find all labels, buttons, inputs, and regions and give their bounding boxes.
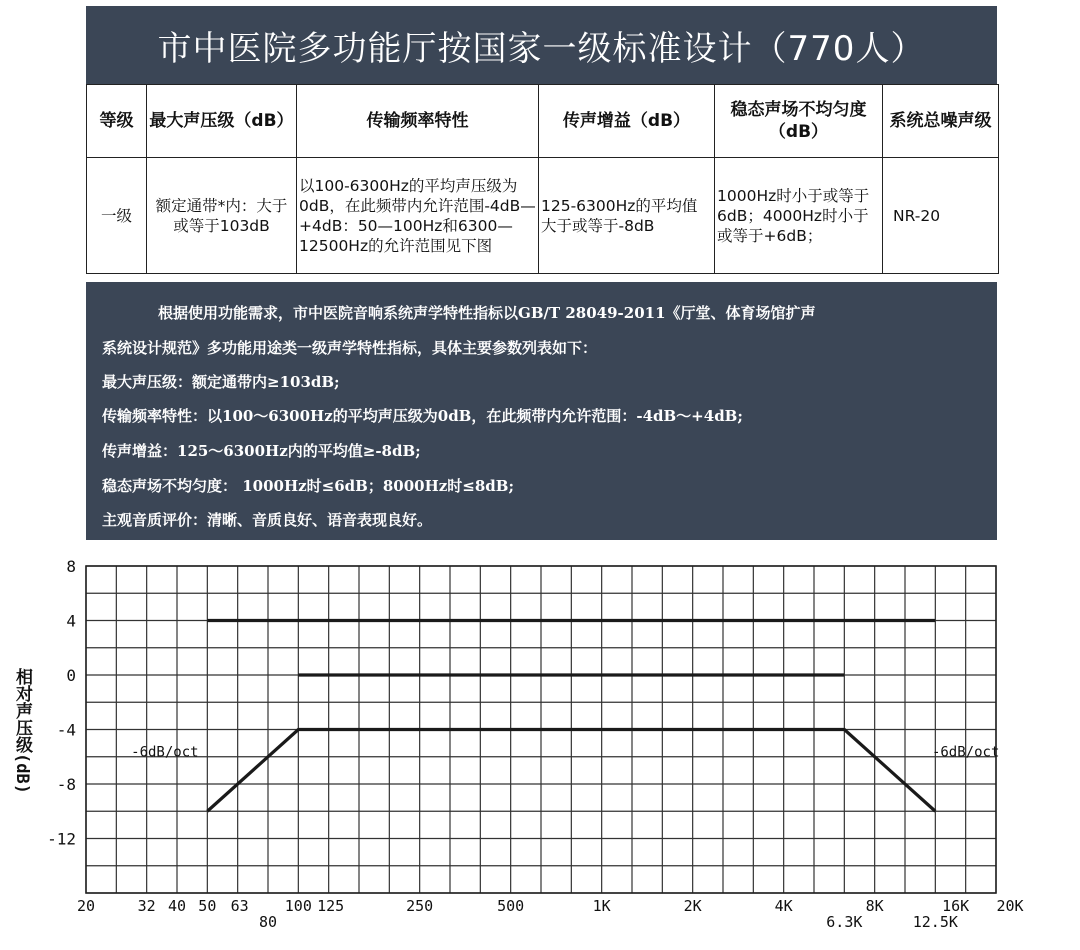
info-item-freq-response: 传输频率特性：以100～6300Hz的平均声压级为0dB，在此频带内允许范围：-4dB～+4dB; bbox=[102, 407, 743, 425]
x-tick-label: 20 bbox=[76, 897, 96, 915]
info-box bbox=[86, 282, 997, 540]
cell-freq-response: 以100-6300Hz的平均声压级为0dB，在此频带内允许范围-4dB—+4dB：50—100Hz和6300—12500Hz的允许范围见下图 bbox=[297, 158, 539, 274]
x-tick-label: 125 bbox=[317, 897, 345, 915]
x-tick-label: 12.5K bbox=[912, 913, 958, 931]
x-tick-label: 2K bbox=[683, 897, 702, 915]
x-tick-label: 100 bbox=[284, 897, 312, 915]
y-tick-label: 4 bbox=[66, 611, 76, 631]
header-level: 等级 bbox=[87, 85, 147, 158]
info-intro-line-2: 系统设计规范》多功能用途类一级声学特性指标，具体主要参数列表如下： bbox=[102, 339, 598, 357]
info-item-subjective: 主观音质评价：清晰、音质良好、语音表现良好。 bbox=[102, 511, 433, 529]
page-title: 市中医院多功能厅按国家一级标准设计（770人） bbox=[86, 6, 997, 84]
x-tick-label: 500 bbox=[497, 897, 525, 915]
x-tick-label: 16K bbox=[942, 897, 970, 915]
y-tick-label: -8 bbox=[56, 775, 76, 794]
x-tick-label: 6.3K bbox=[826, 913, 863, 931]
cell-noise: NR-20 bbox=[883, 158, 999, 274]
table-header-row bbox=[87, 85, 999, 158]
spec-table bbox=[86, 84, 999, 274]
x-tick-label: 4K bbox=[774, 897, 793, 915]
cell-uniformity: 1000Hz时小于或等于6dB；4000Hz时小于或等于+6dB； bbox=[715, 158, 883, 274]
y-axis-label: 相对声压级(dB) bbox=[12, 668, 32, 794]
info-item-max-spl: 最大声压级：额定通带内≥103dB; bbox=[102, 373, 340, 391]
x-tick-label: 8K bbox=[865, 897, 884, 915]
cell-max-spl: 额定通带*内：大于或等于103dB bbox=[147, 158, 297, 274]
x-tick-label: 40 bbox=[167, 897, 187, 915]
header-uniformity: 稳态声场不均匀度（dB） bbox=[715, 85, 883, 158]
x-tick-label: 63 bbox=[230, 897, 249, 915]
x-tick-label: 20K bbox=[996, 897, 1024, 915]
y-tick-label: 8 bbox=[66, 557, 76, 576]
header-gain: 传声增益（dB） bbox=[539, 85, 715, 158]
frequency-response-chart bbox=[0, 548, 1080, 948]
info-item-uniformity: 稳态声场不均匀度： 1000Hz时≤6dB；8000Hz时≤8dB; bbox=[102, 477, 514, 495]
x-tick-label: 32 bbox=[137, 897, 156, 915]
header-freq-response: 传输频率特性 bbox=[297, 85, 539, 158]
slope-annotation: -6dB/oct bbox=[931, 744, 1000, 761]
header-noise: 系统总噪声级 bbox=[883, 85, 999, 158]
y-tick-label: -4 bbox=[56, 720, 76, 740]
x-tick-label: 50 bbox=[198, 897, 217, 915]
table-row bbox=[87, 158, 999, 274]
y-tick-label: -12 bbox=[47, 829, 76, 849]
x-tick-label: 1K bbox=[592, 897, 611, 915]
header-max-spl: 最大声压级（dB） bbox=[147, 85, 297, 158]
x-tick-label: 250 bbox=[406, 897, 434, 915]
y-tick-label: 0 bbox=[66, 666, 76, 685]
x-tick-label: 80 bbox=[258, 913, 278, 931]
cell-gain: 125-6300Hz的平均值大于或等于-8dB bbox=[539, 158, 715, 274]
info-item-gain: 传声增益：125～6300Hz内的平均值≥-8dB; bbox=[102, 442, 421, 460]
cell-level: 一级 bbox=[87, 158, 147, 274]
slope-annotation: -6dB/oct bbox=[131, 744, 199, 761]
info-intro-line-1: 根据使用功能需求，市中医院音响系统声学特性指标以GB/T 28049-2011《厅堂、体育场馆扩声 bbox=[158, 304, 816, 322]
